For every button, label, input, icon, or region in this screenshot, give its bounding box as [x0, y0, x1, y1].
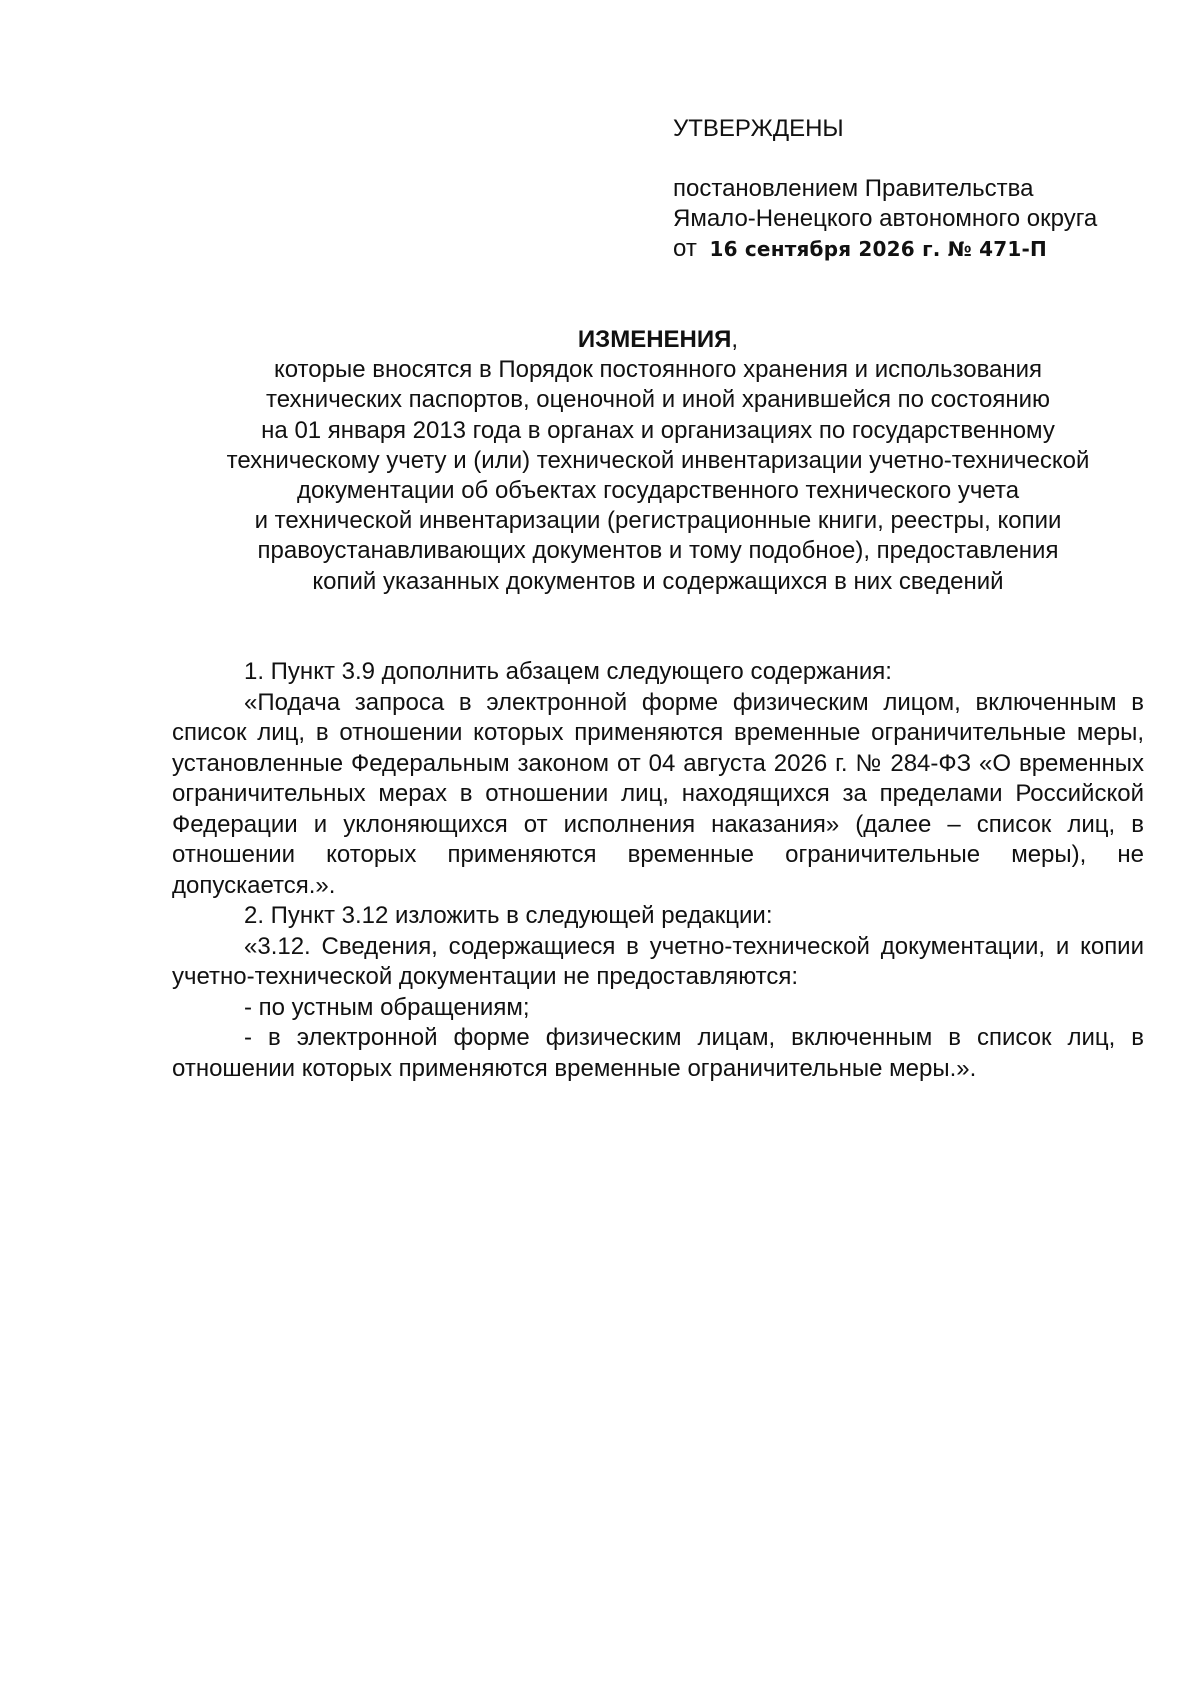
approval-date-line	[673, 234, 1173, 264]
document-subtitle-line: копий указанных документов и содержащихся в них сведений	[312, 567, 1004, 595]
document-body	[172, 657, 1144, 1084]
document-heading-line	[172, 325, 1144, 355]
approval-block	[673, 114, 1173, 264]
body-paragraph: «Подача запроса в электронной форме физическим лицом, включенным в список лиц, в отношении которых применяются временные ограничительные меры, установленные Федеральным законом от 04 августа 2026 г. № 284-ФЗ «О временных ограничительных мерах в отношении лиц, находящихся за пределами Российской Федерации и уклоняющихся от исполнения наказания» (далее – список лиц, в отношении которых применяются временные ограничительные меры), не допускается.».	[172, 688, 1144, 899]
approval-date-prefix: от	[673, 235, 697, 262]
document-heading: ИЗМЕНЕНИЯ	[577, 326, 732, 353]
document-subtitle-line: и технической инвентаризации (регистрационные книги, реестры, копии	[254, 507, 1062, 535]
document-subtitle-line: техническому учету и (или) технической инвентаризации учетно-технической	[226, 446, 1090, 474]
approval-stamp: УТВЕРЖДЕНЫ	[673, 115, 844, 142]
document-title-block	[172, 325, 1144, 597]
document-heading-punct: ,	[731, 326, 739, 353]
document-subtitle-line: документации об объектах государственного технического учета	[296, 477, 1020, 505]
approval-line-1: постановлением Правительства	[673, 175, 1034, 202]
body-paragraph: - в электронной форме физическим лицам, включенным в список лиц, в отношении которых применяются временные ограничительные меры.».	[172, 1024, 1144, 1082]
approval-date-value: 16 сентября 2026 г. № 471-П	[709, 237, 1047, 261]
document-subtitle-line: которые вносятся в Порядок постоянного хранения и использования	[273, 356, 1043, 384]
body-paragraph: 1. Пункт 3.9 дополнить абзацем следующего содержания:	[244, 658, 892, 685]
approval-line-2: Ямало-Ненецкого автономного округа	[673, 205, 1098, 232]
body-paragraph: «3.12. Сведения, содержащиеся в учетно-технической документации, и копии учетно-технической документации не предоставляются:	[172, 932, 1144, 990]
document-subtitle-line: на 01 января 2013 года в органах и организациях по государственному	[261, 416, 1055, 444]
document-subtitle-line: технических паспортов, оценочной и иной хранившейся по состоянию	[265, 386, 1050, 414]
body-paragraph: 2. Пункт 3.12 изложить в следующей редакции:	[244, 902, 773, 929]
body-paragraph: - по устным обращениям;	[244, 993, 530, 1021]
document-subtitle-line: правоустанавливающих документов и тому подобное), предоставления	[257, 537, 1059, 565]
